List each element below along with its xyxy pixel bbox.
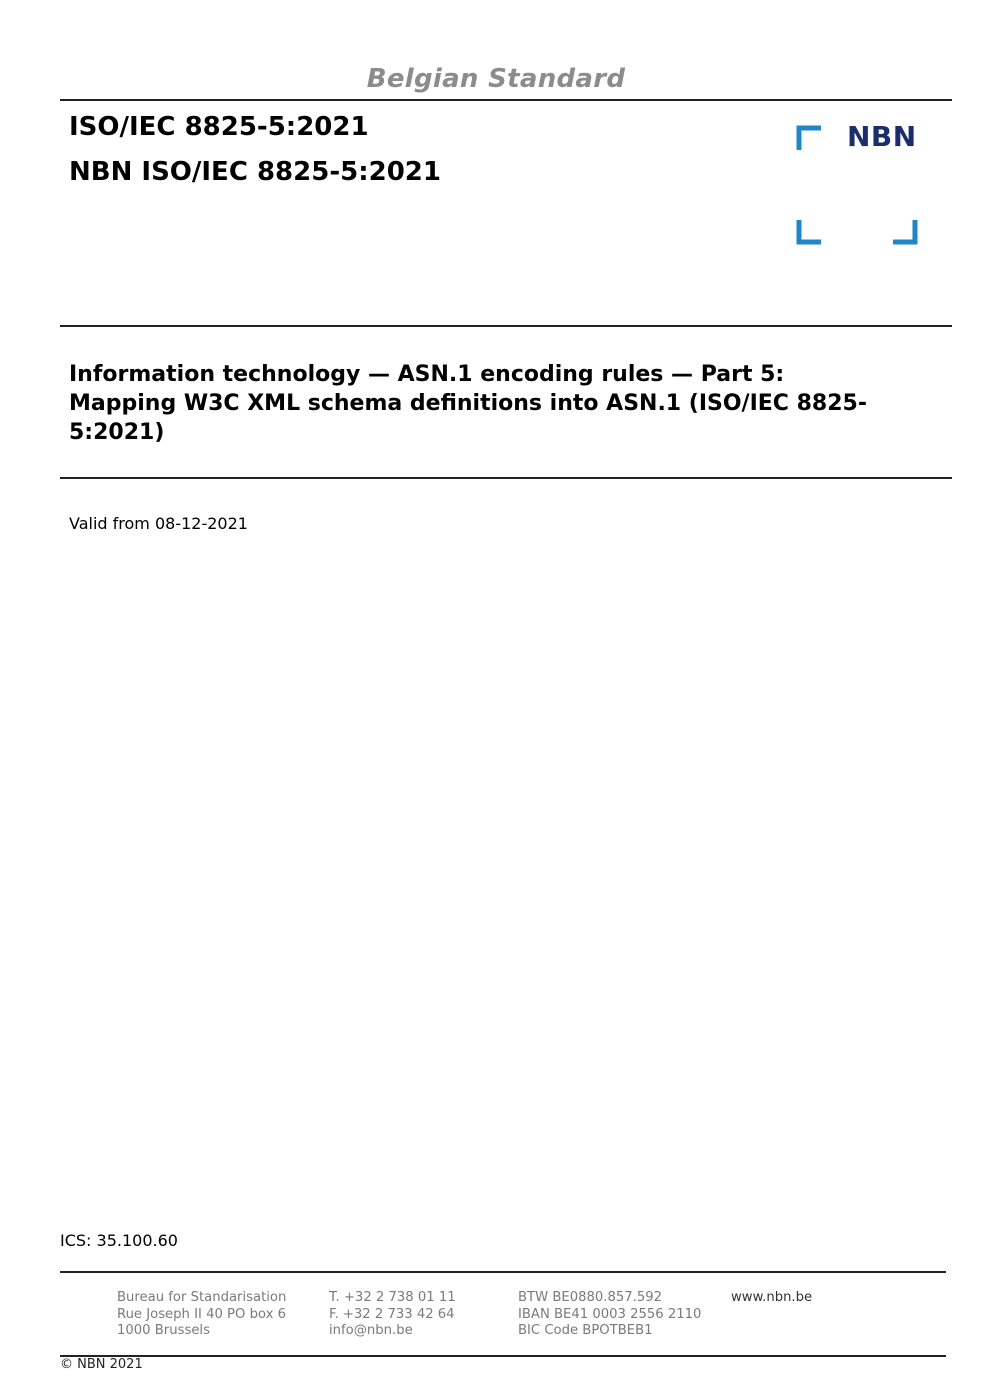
footer-bottom-divider [60,1355,946,1357]
iso-standard-number: ISO/IEC 8825-5:2021 [69,112,369,142]
phone-number: T. +32 2 738 01 11 [329,1290,456,1305]
title-line: Information technology — ASN.1 encoding rules — Part 5: [69,362,785,387]
footer-address [117,1290,286,1340]
validity-date: Valid from 08-12-2021 [69,514,248,533]
footer-bank [518,1290,701,1340]
email-link[interactable]: info@nbn.be [329,1323,413,1338]
nbn-standard-number: NBN ISO/IEC 8825-5:2021 [69,157,441,187]
ics-code: ICS: 35.100.60 [60,1231,178,1250]
copyright-notice: © NBN 2021 [60,1357,143,1372]
title-bottom-divider [60,477,952,479]
address-line: Bureau for Standarisation [117,1290,287,1305]
title-line: Mapping W3C XML schema definitions into ASN.1 (ISO/IEC 8825- [69,391,867,416]
document-type-label: Belgian Standard [366,64,626,94]
document-title [69,360,949,447]
bic-code: BIC Code BPOTBEB1 [518,1323,653,1338]
footer-contact [329,1290,456,1340]
logo-text: NBN [847,120,917,153]
address-line: Rue Joseph II 40 PO box 6 [117,1306,286,1322]
iban-number: IBAN BE41 0003 2556 2110 [518,1306,702,1322]
title-top-divider [60,325,952,327]
footer-top-divider [60,1271,946,1273]
vat-number: BTW BE0880.857.592 [518,1290,663,1305]
title-line: 5:2021) [69,420,165,445]
header-divider [60,99,952,101]
address-line: 1000 Brussels [117,1323,210,1338]
fax-number: F. +32 2 733 42 64 [329,1306,455,1322]
nbn-logo [795,118,925,248]
website-link[interactable]: www.nbn.be [731,1290,813,1305]
